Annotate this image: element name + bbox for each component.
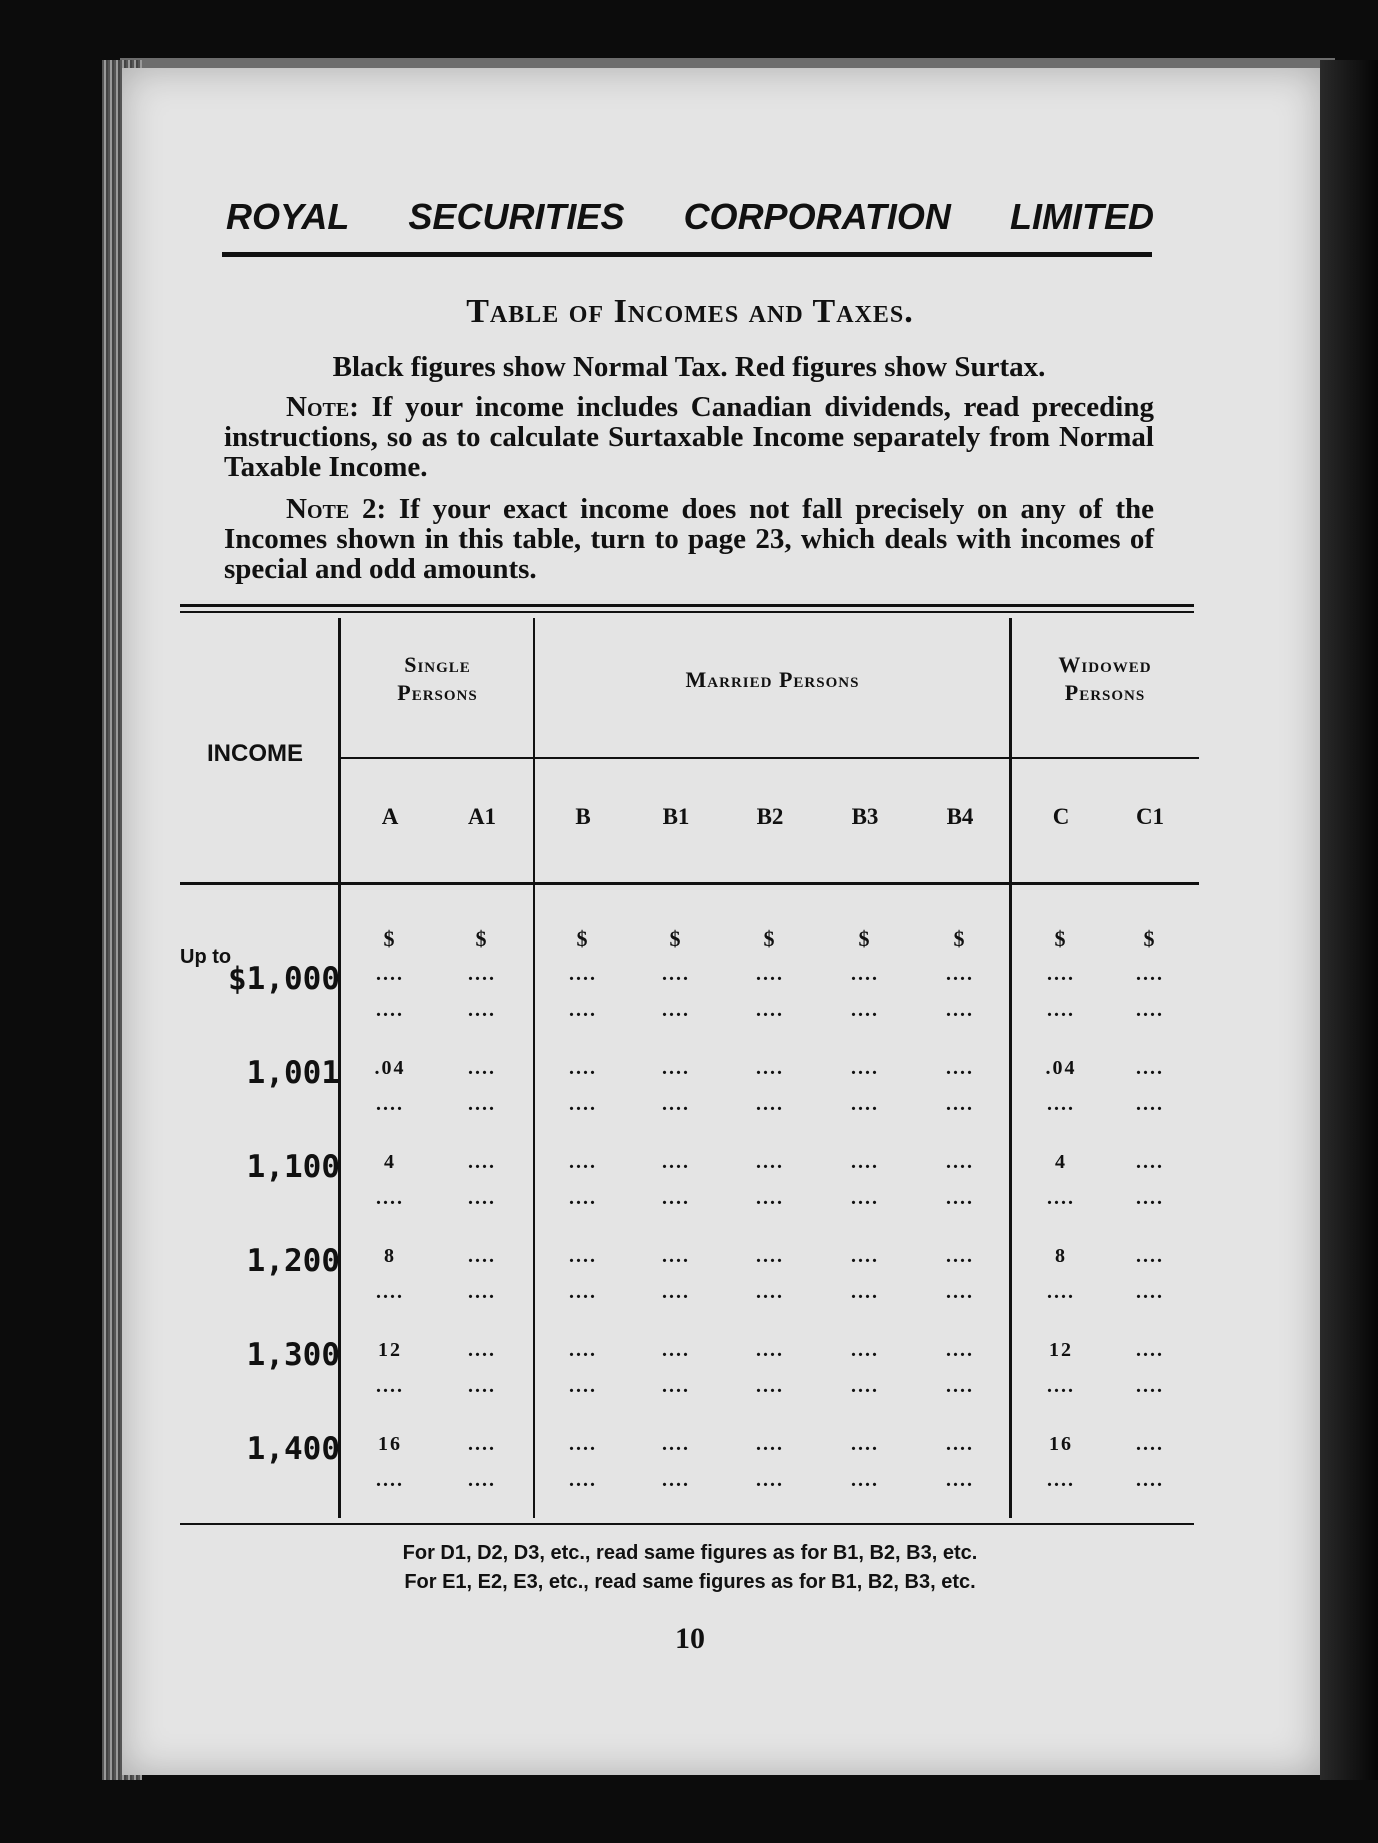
surtax-cell: .... [756, 999, 784, 1021]
income-value: 1,300 [246, 1337, 340, 1373]
surtax-cell: .... [1047, 999, 1075, 1021]
column-header-a1: A1 [467, 804, 497, 829]
surtax-cell: .... [1136, 1281, 1164, 1303]
normal-tax-cell: .... [756, 1057, 784, 1079]
surtax-cell: .... [376, 1469, 404, 1491]
normal-tax-cell: .... [662, 1245, 690, 1267]
normal-tax-cell: 8 [1055, 1245, 1067, 1267]
surtax-cell: .... [756, 1281, 784, 1303]
surtax-cell: .... [1047, 1187, 1075, 1209]
income-value: 1,200 [246, 1243, 340, 1279]
surtax-cell: .... [662, 1093, 690, 1115]
surtax-cell: .... [662, 1187, 690, 1209]
note-1-text: : If your income includes Canadian dividends, read preceding instructions, so as to calculate Surtaxable Income separately from Normal Taxable Income. [224, 391, 1154, 483]
surtax-cell: .... [1047, 1281, 1075, 1303]
table-top-rule [180, 604, 1194, 607]
surtax-cell: .... [376, 999, 404, 1021]
normal-tax-cell: 8 [384, 1245, 396, 1267]
currency-sign: $ [763, 926, 777, 951]
normal-tax-cell: .... [851, 1151, 879, 1173]
surtax-cell: .... [851, 1469, 879, 1491]
normal-tax-cell: .... [851, 1057, 879, 1079]
currency-sign: $ [475, 926, 489, 951]
surtax-cell: .... [569, 1187, 597, 1209]
surtax-cell: .... [1047, 1093, 1075, 1115]
normal-tax-cell: .... [662, 1151, 690, 1173]
currency-sign: $ [669, 926, 683, 951]
surtax-cell: .... [376, 1093, 404, 1115]
table-top-rule-double [180, 611, 1194, 613]
widowed-persons-line2: Persons [1064, 680, 1146, 705]
currency-sign: $ [576, 926, 590, 951]
header-word: CORPORATION [683, 196, 951, 237]
normal-tax-cell: .... [468, 1433, 496, 1455]
header-word: LIMITED [1009, 196, 1154, 237]
normal-tax-cell: .... [851, 1245, 879, 1267]
header-word: SECURITIES [408, 196, 625, 237]
normal-tax-cell: .... [756, 1339, 784, 1361]
footnote-d: For D1, D2, D3, etc., read same figures as for B1, B2, B3, etc. [402, 1542, 978, 1564]
column-header-rule [180, 882, 1199, 885]
normal-tax-cell: .... [756, 1151, 784, 1173]
single-married-divider [533, 618, 535, 1518]
column-header-b2: B2 [756, 804, 784, 829]
surtax-cell: .... [376, 1187, 404, 1209]
income-value: 1,100 [246, 1149, 340, 1185]
surtax-cell: .... [756, 1093, 784, 1115]
normal-tax-cell: 4 [1055, 1151, 1067, 1173]
normal-tax-cell: .... [376, 963, 404, 985]
normal-tax-cell: .... [569, 1245, 597, 1267]
surtax-cell: .... [756, 1187, 784, 1209]
single-persons-header [345, 651, 530, 707]
note-2-text: 2: If your exact income does not fall precisely on any of the Incomes shown in this table, turn to page 23, which deals with incomes of special and odd amounts. [224, 493, 1154, 585]
normal-tax-cell: .... [1136, 963, 1164, 985]
normal-tax-cell: 4 [384, 1151, 396, 1173]
column-header-a: A [381, 804, 399, 829]
surtax-cell: .... [376, 1281, 404, 1303]
surtax-cell: .... [946, 1469, 974, 1491]
surtax-cell: .... [376, 1375, 404, 1397]
normal-tax-cell: 16 [1049, 1433, 1073, 1455]
normal-tax-cell: .... [946, 1151, 974, 1173]
surtax-cell: .... [662, 1375, 690, 1397]
normal-tax-cell: .... [569, 1151, 597, 1173]
column-header-c1: C1 [1135, 804, 1165, 829]
surtax-cell: .... [1136, 1093, 1164, 1115]
surtax-cell: .... [851, 999, 879, 1021]
surtax-cell: .... [946, 1375, 974, 1397]
widowed-persons-header [1015, 651, 1195, 707]
normal-tax-cell: .... [756, 963, 784, 985]
surtax-cell: .... [468, 1281, 496, 1303]
header-rule [222, 252, 1152, 257]
normal-tax-cell: .... [569, 1057, 597, 1079]
currency-sign: $ [858, 926, 872, 951]
table-bottom-rule [180, 1523, 1194, 1525]
normal-tax-cell: .... [468, 1057, 496, 1079]
surtax-cell: .... [1047, 1469, 1075, 1491]
widowed-persons-line1: Widowed [1058, 652, 1152, 677]
surtax-cell: .... [468, 1093, 496, 1115]
normal-tax-cell: .... [851, 1433, 879, 1455]
surtax-cell: .... [851, 1187, 879, 1209]
note-2 [224, 494, 1154, 584]
surtax-cell: .... [1136, 1469, 1164, 1491]
normal-tax-cell: .... [662, 1057, 690, 1079]
currency-sign: $ [383, 926, 397, 951]
normal-tax-cell: .... [1047, 963, 1075, 985]
column-header-b1: B1 [662, 804, 690, 829]
normal-tax-cell: .... [662, 963, 690, 985]
normal-tax-cell: 16 [378, 1433, 402, 1455]
column-header-b: B [575, 804, 591, 829]
normal-tax-cell: .... [468, 1151, 496, 1173]
normal-tax-cell: .... [946, 1433, 974, 1455]
page-number: 10 [675, 1622, 705, 1655]
surtax-cell: .... [851, 1093, 879, 1115]
single-persons-line2: Persons [397, 680, 478, 705]
normal-tax-cell: .... [851, 963, 879, 985]
income-value: 1,400 [246, 1431, 340, 1467]
running-header [226, 196, 1154, 238]
page-title: Table of Incomes and Taxes. [466, 293, 914, 330]
currency-sign: $ [1143, 926, 1157, 951]
currency-sign: $ [953, 926, 967, 951]
surtax-cell: .... [662, 999, 690, 1021]
income-header: INCOME [207, 740, 303, 767]
surtax-cell: .... [662, 1469, 690, 1491]
normal-tax-cell: .... [1136, 1151, 1164, 1173]
normal-tax-cell: .... [468, 963, 496, 985]
normal-tax-cell: .... [946, 1245, 974, 1267]
surtax-cell: .... [569, 1469, 597, 1491]
surtax-cell: .... [946, 1187, 974, 1209]
page-right-edge [1320, 60, 1378, 1780]
normal-tax-cell: .... [756, 1245, 784, 1267]
normal-tax-cell: .... [946, 1057, 974, 1079]
surtax-cell: .... [851, 1375, 879, 1397]
normal-tax-cell: .04 [374, 1057, 406, 1079]
income-value: 1,001 [246, 1055, 340, 1091]
normal-tax-cell: .... [569, 1339, 597, 1361]
surtax-cell: .... [756, 1469, 784, 1491]
normal-tax-cell: .... [468, 1339, 496, 1361]
normal-tax-cell: .... [946, 1339, 974, 1361]
surtax-cell: .... [569, 1375, 597, 1397]
up-to-label: Up to [180, 946, 232, 968]
column-header-b4: B4 [946, 804, 974, 829]
normal-tax-cell: .... [851, 1339, 879, 1361]
surtax-cell: .... [1136, 1375, 1164, 1397]
surtax-cell: .... [468, 1469, 496, 1491]
surtax-cell: .... [569, 1093, 597, 1115]
surtax-cell: .... [1136, 1187, 1164, 1209]
normal-tax-cell: .... [756, 1433, 784, 1455]
surtax-cell: .... [946, 1093, 974, 1115]
intro-text: Black figures show Normal Tax. Red figures show Surtax. [332, 351, 1046, 383]
header-word: ROYAL [226, 196, 350, 237]
married-persons-header: Married Persons [685, 667, 860, 692]
surtax-cell: .... [569, 999, 597, 1021]
normal-tax-cell: 12 [378, 1339, 402, 1361]
normal-tax-cell: .... [662, 1339, 690, 1361]
footnote-e: For E1, E2, E3, etc., read same figures as for B1, B2, B3, etc. [404, 1571, 976, 1593]
income-value: $1,000 [228, 961, 340, 997]
normal-tax-cell: .... [946, 963, 974, 985]
married-widowed-divider [1009, 618, 1012, 1518]
normal-tax-cell: .... [569, 1433, 597, 1455]
normal-tax-cell: .... [569, 963, 597, 985]
surtax-cell: .... [946, 999, 974, 1021]
surtax-cell: .... [1047, 1375, 1075, 1397]
surtax-cell: .... [569, 1281, 597, 1303]
column-header-b3: B3 [851, 804, 879, 829]
note-1-label: Note [286, 391, 350, 423]
surtax-cell: .... [468, 1187, 496, 1209]
surtax-cell: .... [468, 999, 496, 1021]
column-header-c: C [1052, 804, 1070, 829]
single-persons-line1: Single [404, 652, 471, 677]
normal-tax-cell: .... [1136, 1245, 1164, 1267]
surtax-cell: .... [946, 1281, 974, 1303]
surtax-cell: .... [1136, 999, 1164, 1021]
normal-tax-cell: .... [1136, 1339, 1164, 1361]
note-1 [224, 392, 1154, 482]
surtax-cell: .... [662, 1281, 690, 1303]
currency-sign: $ [1054, 926, 1068, 951]
normal-tax-cell: .... [662, 1433, 690, 1455]
surtax-cell: .... [756, 1375, 784, 1397]
normal-tax-cell: .04 [1045, 1057, 1077, 1079]
normal-tax-cell: .... [1136, 1433, 1164, 1455]
note-2-label: Note [286, 493, 350, 525]
surtax-cell: .... [851, 1281, 879, 1303]
normal-tax-cell: .... [468, 1245, 496, 1267]
group-header-rule [341, 757, 1199, 759]
surtax-cell: .... [468, 1375, 496, 1397]
normal-tax-cell: .... [1136, 1057, 1164, 1079]
normal-tax-cell: 12 [1049, 1339, 1073, 1361]
